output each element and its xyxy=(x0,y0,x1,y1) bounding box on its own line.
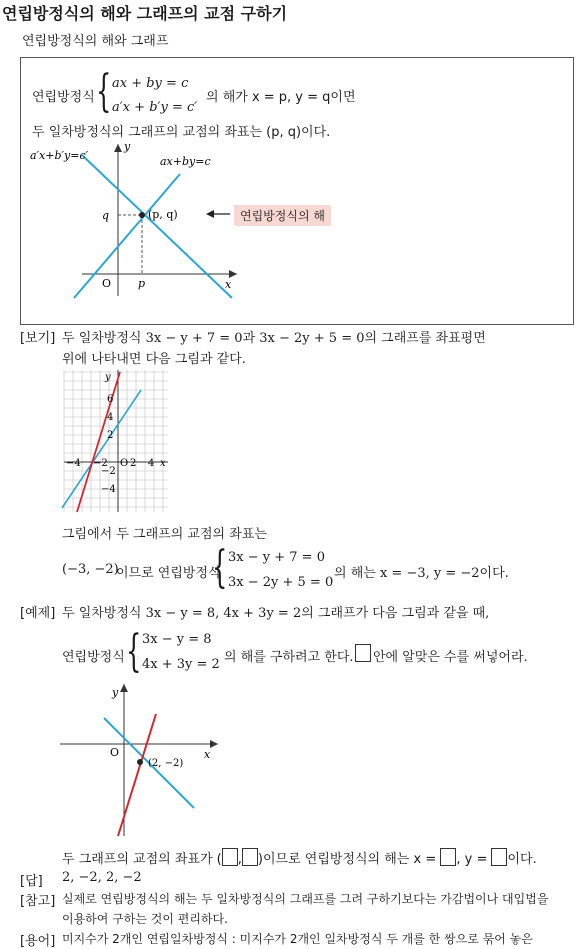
y-label: y xyxy=(124,140,131,153)
view-ytick-4: 4 xyxy=(107,412,114,423)
answer-tag: [답] xyxy=(20,874,43,889)
view-brace: { xyxy=(212,542,228,593)
view-after1: 그림에서 두 그래프의 교점의 좌표는 xyxy=(62,527,267,542)
concept-line2: 두 일차방정식의 그래프의 교점의 좌표는 (p, q)이다. xyxy=(32,125,331,140)
x-axis-arrow xyxy=(229,270,237,278)
problem-blank-box xyxy=(355,644,371,663)
concept-eq2: a′x + b′y = c′ xyxy=(112,100,198,115)
problem-brace: { xyxy=(126,626,142,677)
problem-suffix: 의 해를 구하려고 한다. xyxy=(224,650,354,665)
concept-brace: { xyxy=(96,66,112,117)
view-eq2: 3x − 2y + 5 = 0 xyxy=(228,575,334,590)
blank-2[interactable] xyxy=(242,848,258,866)
note-text2: 이용하여 구하는 것이 편리하다. xyxy=(62,912,228,926)
origin-label: O xyxy=(102,277,112,290)
blank-1[interactable] xyxy=(222,848,238,866)
view-tag: [보기] xyxy=(20,331,56,346)
line2-label: ax+by=c xyxy=(160,155,211,168)
line1-label: a′x+b′y=c′ xyxy=(30,149,89,162)
problem-eq1: 3x − y = 8 xyxy=(142,632,212,647)
fill-d: 이다. xyxy=(507,852,537,867)
problem-x-arrow xyxy=(210,740,218,748)
view-ytick-6: 6 xyxy=(107,394,114,405)
fill-c: , y = xyxy=(456,852,488,867)
fill-a: 두 그래프의 교점의 좌표가 ( xyxy=(62,852,222,867)
problem-origin: O xyxy=(110,746,120,759)
problem-graph xyxy=(58,680,228,840)
view-point: (−3, −2) xyxy=(62,562,119,577)
q-label: q xyxy=(102,209,110,222)
callout-arrowhead xyxy=(206,210,214,218)
blank-3[interactable] xyxy=(440,848,456,866)
answer-text: 2, −2, 2, −2 xyxy=(62,870,142,885)
problem-x-label: x xyxy=(204,748,211,761)
view-xtick-2: 2 xyxy=(130,458,137,469)
callout-label: 연립방정식의 해 xyxy=(234,205,331,226)
view-text2: 위에 나타내면 다음 그림과 같다. xyxy=(62,352,246,367)
fill-b: )이므로 연립방정식의 해는 x = xyxy=(257,852,437,867)
problem-text: 두 일차방정식 3x − y = 8, 4x + 3y = 2의 그래프가 다음 그림과 같을 때, xyxy=(62,606,490,621)
view-result: 의 해는 x = −3, y = −2이다. xyxy=(334,566,509,581)
view-x-label: x xyxy=(160,458,166,469)
section-subtitle: 연립방정식의 해와 그래프 xyxy=(22,34,169,49)
concept-eq1: ax + by = c xyxy=(112,76,189,91)
note-text1: 실제로 연립방정식의 해는 두 일차방정식의 그래프를 그려 구하기보다는 가감법이나 대입법을 xyxy=(62,892,549,906)
problem-y-label: y xyxy=(112,686,119,699)
view-grid xyxy=(64,370,168,512)
term-text: 미지수가 2개인 연립일차방정식 : 미지수가 2개인 일차방정식 두 개를 한 쌍으로 묶어 놓은 xyxy=(62,932,533,946)
blank-4[interactable] xyxy=(491,848,507,866)
view-graph xyxy=(60,368,172,514)
problem-fill-line: 두 그래프의 교점의 좌표가 ( , )이므로 연립방정식의 해는 x = , y = 이다. xyxy=(62,848,537,867)
view-eq1: 3x − y + 7 = 0 xyxy=(228,550,325,565)
problem-point-label: (2, −2) xyxy=(148,758,184,769)
view-mid: 이므로 연립방정식 xyxy=(116,566,221,581)
problem-suffix2: 안에 알맞은 수를 써넣어라. xyxy=(373,650,528,665)
view-ytick-m4: −4 xyxy=(101,484,116,495)
note-tag: [참고] xyxy=(20,894,56,909)
x-label: x xyxy=(225,278,232,291)
view-y-label: y xyxy=(105,372,111,383)
view-ytick-m2: −2 xyxy=(101,466,116,477)
term-tag: [용어] xyxy=(20,934,56,949)
view-xtick-m2: −2 xyxy=(93,458,108,469)
p-label: p xyxy=(138,277,146,290)
problem-tag: [예제] xyxy=(20,606,56,621)
intersection-point xyxy=(139,212,145,218)
concept-prefix: 연립방정식 xyxy=(32,90,95,105)
page-title: 연립방정식의 해와 그래프의 교점 구하기 xyxy=(2,4,288,23)
view-xtick-4: 4 xyxy=(148,458,155,469)
view-origin: O xyxy=(120,458,129,469)
point-label: (p, q) xyxy=(148,208,178,221)
problem-intersection xyxy=(137,759,143,765)
problem-prefix: 연립방정식 xyxy=(62,650,125,665)
concept-suffix: 의 해가 x = p, y = q이면 xyxy=(206,90,356,105)
problem-y-arrow xyxy=(120,684,128,692)
view-text1: 두 일차방정식 3x − y + 7 = 0과 3x − 2y + 5 = 0의 그래프를 좌표평면 xyxy=(62,331,486,346)
problem-eq2: 4x + 3y = 2 xyxy=(142,657,220,672)
view-ytick-2: 2 xyxy=(107,430,114,441)
y-axis-arrow xyxy=(114,144,122,152)
line-abc xyxy=(74,174,180,298)
view-xtick-m4: −4 xyxy=(66,458,81,469)
